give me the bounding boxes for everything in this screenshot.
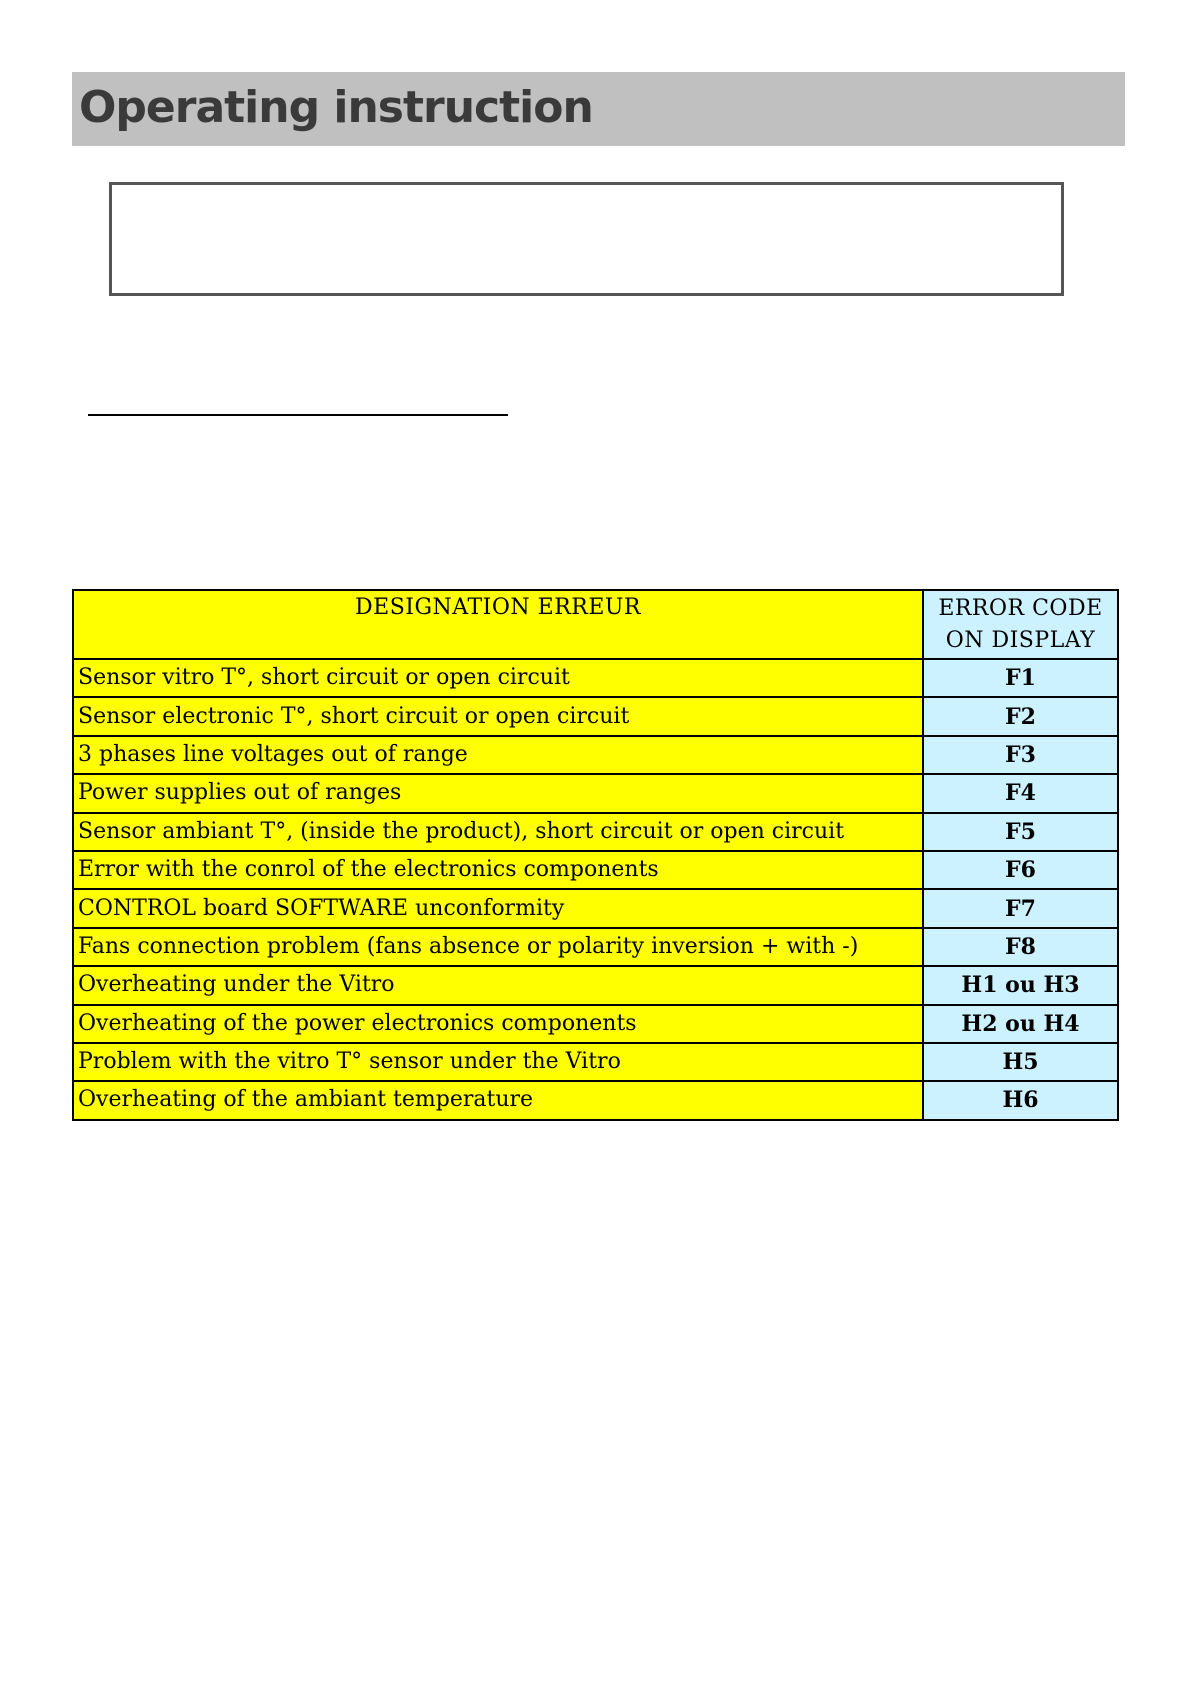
row-error-code: F4 [923, 774, 1118, 812]
error-code-table [72, 589, 1119, 1121]
row-designation: Sensor ambiant T°, (inside the product), short circuit or open circuit [73, 813, 923, 851]
row-error-code: H1 ou H3 [923, 966, 1118, 1004]
row-error-code: H5 [923, 1043, 1118, 1081]
row-error-code: H2 ou H4 [923, 1005, 1118, 1043]
table-header-row [73, 590, 1118, 659]
row-designation: 3 phases line voltages out of range [73, 736, 923, 774]
row-error-code: F3 [923, 736, 1118, 774]
row-error-code: H6 [923, 1081, 1118, 1119]
row-error-code: F5 [923, 813, 1118, 851]
row-error-code: F7 [923, 889, 1118, 927]
table-row [73, 889, 1118, 927]
table-row [73, 659, 1118, 697]
row-error-code: F6 [923, 851, 1118, 889]
table-row [73, 736, 1118, 774]
column-header-error-code-line1: ERROR CODE [938, 596, 1103, 621]
row-designation: Power supplies out of ranges [73, 774, 923, 812]
column-header-designation: DESIGNATION ERREUR [73, 590, 923, 659]
table-row [73, 1005, 1118, 1043]
section-underline [88, 414, 508, 416]
row-designation: Error with the conrol of the electronics components [73, 851, 923, 889]
row-error-code: F1 [923, 659, 1118, 697]
row-designation: CONTROL board SOFTWARE unconformity [73, 889, 923, 927]
row-designation: Sensor electronic T°, short circuit or open circuit [73, 697, 923, 735]
table-row [73, 1043, 1118, 1081]
notice-box [109, 182, 1064, 296]
table-row [73, 928, 1118, 966]
table-row [73, 851, 1118, 889]
page-title: Operating instruction [79, 82, 593, 133]
row-designation: Fans connection problem (fans absence or polarity inversion + with -) [73, 928, 923, 966]
row-designation: Problem with the vitro T° sensor under the Vitro [73, 1043, 923, 1081]
table-row [73, 813, 1118, 851]
column-header-error-code [923, 590, 1118, 659]
row-error-code: F2 [923, 697, 1118, 735]
row-error-code: F8 [923, 928, 1118, 966]
row-designation: Overheating of the ambiant temperature [73, 1081, 923, 1119]
header-bar [72, 72, 1125, 146]
table-row [73, 1081, 1118, 1119]
row-designation: Sensor vitro T°, short circuit or open circuit [73, 659, 923, 697]
row-designation: Overheating under the Vitro [73, 966, 923, 1004]
column-header-error-code-line2: ON DISPLAY [945, 628, 1096, 653]
table-row [73, 966, 1118, 1004]
table-row [73, 774, 1118, 812]
row-designation: Overheating of the power electronics components [73, 1005, 923, 1043]
table-row [73, 697, 1118, 735]
